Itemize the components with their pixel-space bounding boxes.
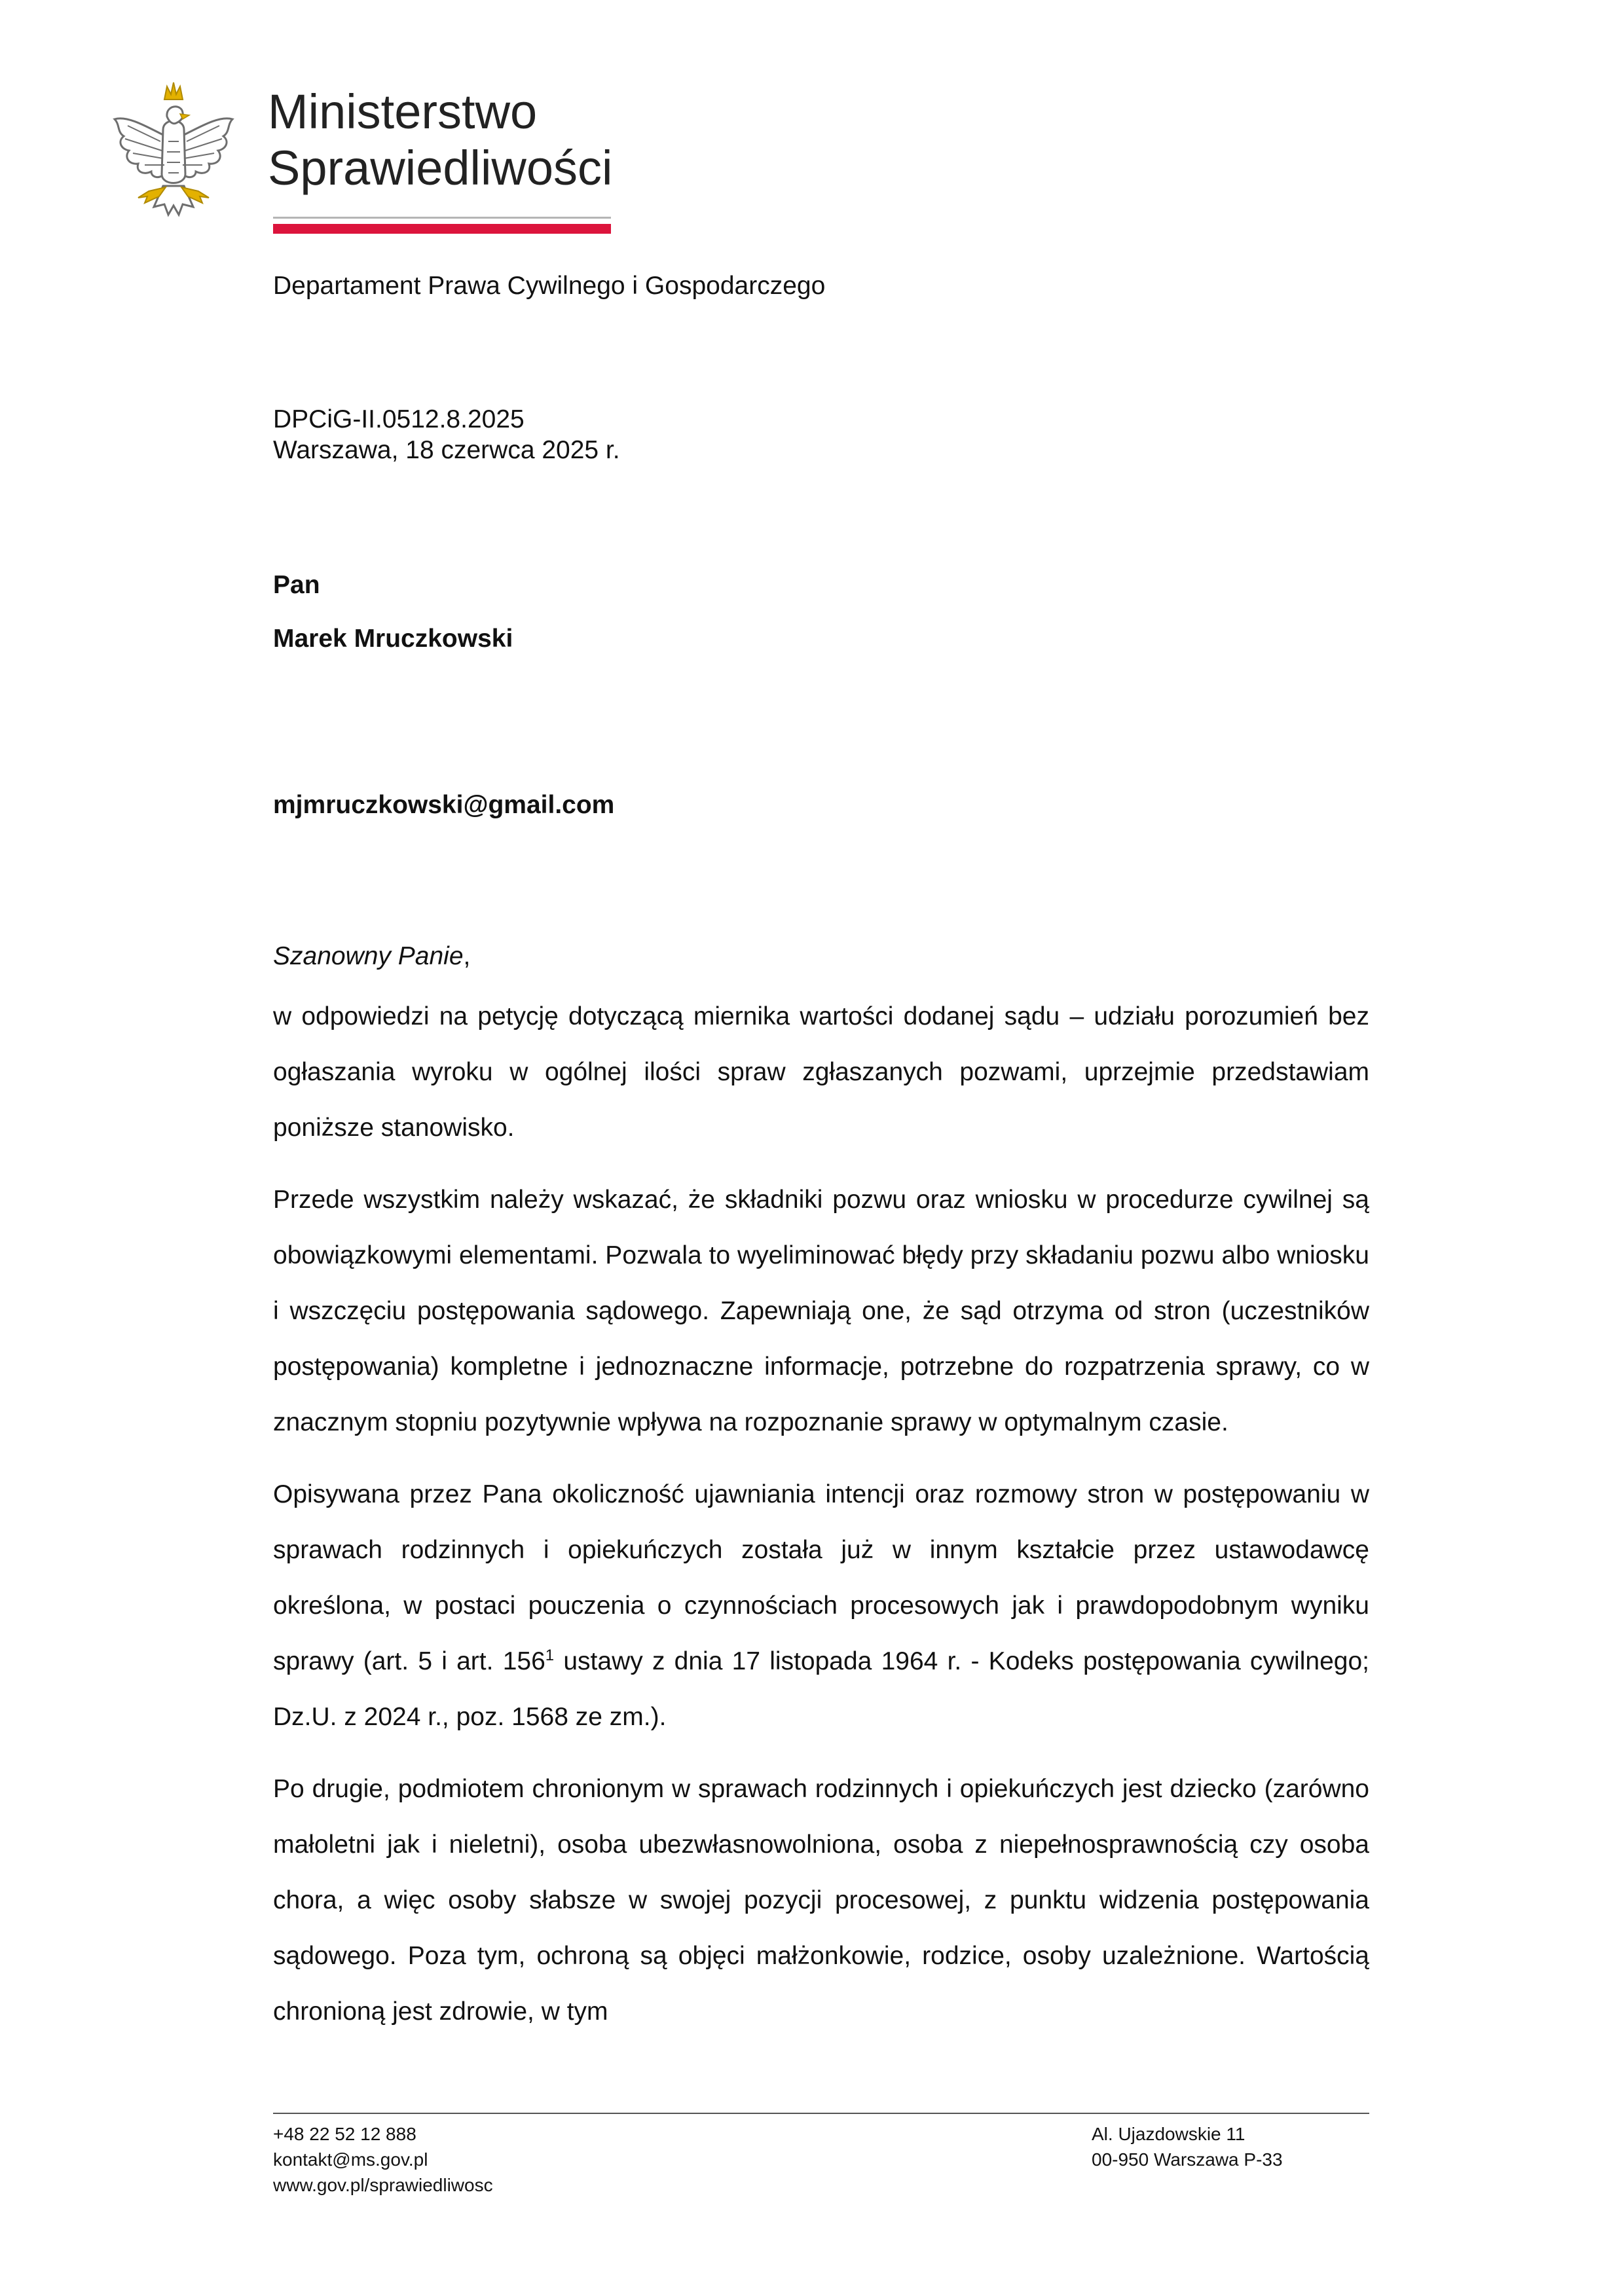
footer-website: www.gov.pl/sprawiedliwosc [273,2175,493,2195]
ministry-name-line1: Ministerstwo [268,84,538,139]
department-name: Departament Prawa Cywilnego i Gospodarczego [273,272,826,300]
recipient-name: Marek Mruczkowski [273,625,513,653]
footnote-superscript: 1 [545,1647,555,1664]
footer-divider [273,2113,1369,2114]
flag-bar-red [273,224,611,234]
letter-body [273,989,1369,2056]
recipient-email: mjmruczkowski@gmail.com [273,791,615,819]
paragraph-1: w odpowiedzi na petycję dotyczącą miernika wartości dodanej sądu – udziału porozumień bez ogłaszania wyroku w ogólnej ilości spraw zgłaszanych pozwami, uprzejmie przedstawiam poniższe stanowisko. [273,1002,1369,1142]
footer-contact [273,2121,493,2198]
greeting-text: Szanowny Panie [273,942,464,970]
ministry-name [268,84,612,196]
greeting-punctuation: , [463,942,471,970]
paragraph-2: Przede wszystkim należy wskazać, że składniki pozwu oraz wniosku w procedurze cywilnej są obowiązkowymi elementami. Pozwala to wyeliminować błędy przy składaniu pozwu albo wniosku i wszczęciu postępowania sądowego. Zapewniają one, że sąd otrzyma od stron (uczestników postępowania) kompletne i jednoznaczne informacje, potrzebne do rozpatrzenia sprawy, co w znacznym stopniu pozytywnie wpływa na rozpoznanie sprawy w optymalnym czasie. [273,1186,1369,1436]
footer-email: kontakt@ms.gov.pl [273,2149,428,2170]
greeting [273,941,470,972]
recipient-title: Pan [273,571,320,599]
footer-city: 00-950 Warszawa P-33 [1092,2149,1283,2170]
ministry-name-line2: Sprawiedliwości [268,141,613,195]
polish-eagle-emblem [108,76,239,236]
paragraph-3 [273,1467,1369,1745]
footer-phone: +48 22 52 12 888 [273,2124,416,2144]
place-date: Warszawa, 18 czerwca 2025 r. [273,436,620,464]
reference-number: DPCiG-II.0512.8.2025 [273,405,525,433]
footer-address [1092,2121,1283,2172]
flag-bar-gray [273,217,611,219]
paragraph-3-part-2: ustawy z dnia 17 listopada 1964 r. - Kodeks postępowania cywilnego; Dz.U. z 2024 r., poz. 1568 ze zm.). [273,1647,1369,1731]
footer-street: Al. Ujazdowskie 11 [1092,2124,1246,2144]
paragraph-3-part-1: Opisywana przez Pana okoliczność ujawniania intencji oraz rozmowy stron w postępowaniu w sprawach rodzinnych i opiekuńczych została już w innym kształcie przez ustawodawcę określona, w postaci pouczenia o czynnościach procesowych jak i prawdopodobnym wyniku sprawy (art. 5 i art. 156 [273,1480,1369,1675]
paragraph-4: Po drugie, podmiotem chronionym w sprawach rodzinnych i opiekuńczych jest dziecko (zarówno małoletni jak i nieletni), osoba ubezwłasnowolniona, osoba z niepełnosprawnością czy osoba chora, a więc osoby słabsze w swojej pozycji procesowej, z punktu widzenia postępowania sądowego. Poza tym, ochroną są objęci małżonkowie, rodzice, osoby uzależnione. Wartością chronioną jest zdrowie, w tym [273,1775,1369,2026]
